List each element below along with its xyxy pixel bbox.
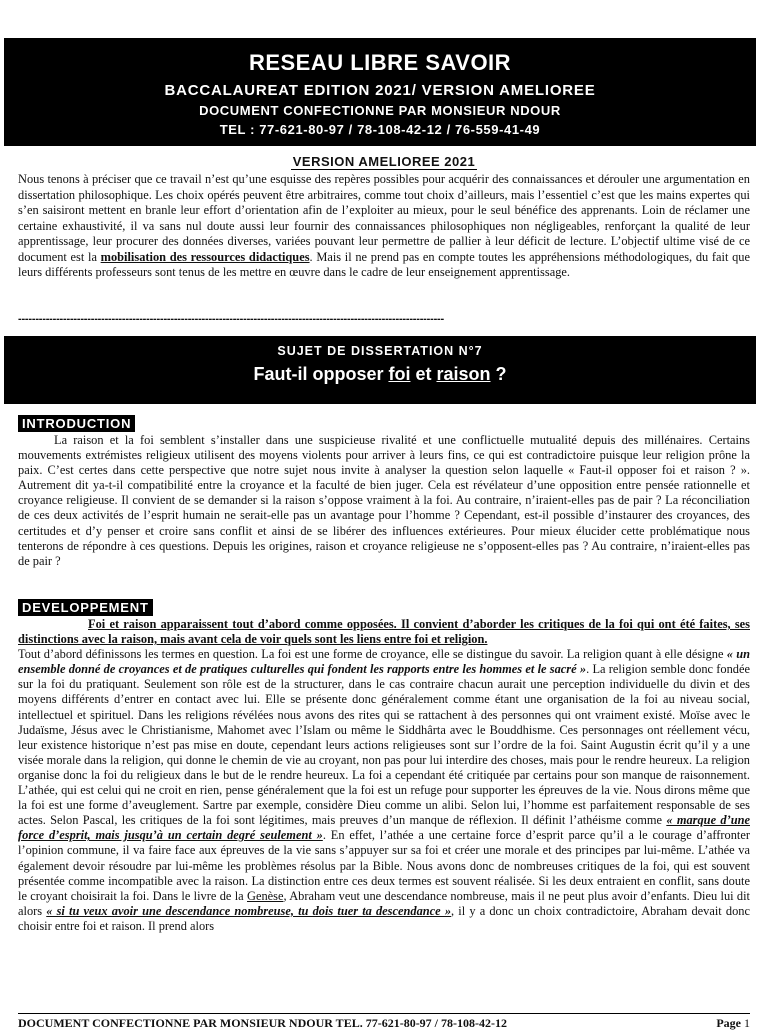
header-author: DOCUMENT CONFECTIONNE PAR MONSIEUR NDOUR — [199, 103, 561, 118]
header-phone: TEL : 77-621-80-97 / 78-108-42-12 / 76-559-41-49 — [219, 122, 541, 137]
footer-page: Page 1 — [716, 1016, 750, 1030]
page-number: 1 — [744, 1016, 750, 1030]
introduction-heading: INTRODUCTION — [18, 415, 135, 432]
separator-line: --------------------------------------------------------------------------------------------------------------------------- — [18, 313, 444, 325]
developpement-heading: DEVELOPPEMENT — [18, 599, 153, 616]
footer-rule — [18, 1013, 750, 1014]
quote-pascal: « marque d’une force d’esprit, mais jusqu’à un certain degré seulement » — [18, 813, 750, 843]
quote-abraham: « si tu veux avoir une descendance nombreuse, tu dois tuer ta descendance » — [46, 903, 452, 918]
developpement-lead: Foi et raison apparaissent tout d’abord comme opposées. Il convient d’aborder les critiques de la foi qui ont été faites, ses distinctions avec la raison, mais avant cela de voir quels sont les liens entre foi et religion. — [18, 617, 750, 647]
version-heading: VERSION AMELIOREE 2021 — [292, 154, 476, 169]
subject-banner — [4, 336, 756, 404]
introduction-paragraph: La raison et la foi semblent s’installer dans une suspicieuse rivalité et une conflictuelle mutualité depuis des millénaires. Certains mouvements extrémistes religieux utilisent des moyens violents pour arriver à leurs fins, ce qui est contradictoire puisque leur religion prône la paix. C’est certes dans cette perspective que notre sujet nous invite à analyser la question selon laquelle « Faut-il opposer foi et raison ? ». Autrement dit ya-t-il compatibilité entre la croyance et la faculté de bien juger. Cela est révélateur d’une opposition entre pensée rationnelle et croyance religieuse. Il convient de se demander si la raison s’oppose vraiment à la foi. Au contraire, n’iraient-elles pas de pair ? La réconciliation de ces deux activités de l’esprit humain ne serait-elle pas un avantage pour l’homme ? Cependant, est-il possible d’instaurer des croyances, des certitudes et d’y penser et croire sans conflit et ainsi de se libérer des influences extérieures. Pour mieux élucider cette problématique nous tenterons de répondre à ces questions. Depuis les origines, raison et croyance religieuse ne s’opposent-elles pas ? Au contraire, n’iraient-elles pas de pair ? — [18, 433, 750, 568]
header-title: RESEAU LIBRE SAVOIR — [248, 50, 512, 75]
genese-reference: Genèse — [247, 888, 284, 903]
subject-label: SUJET DE DISSERTATION N°7 — [277, 344, 483, 358]
developpement-paragraph: Foi et raison apparaissent tout d’abord comme opposées. Il convient d’aborder les critiques de la foi qui ont été faites, ses distinctions avec la raison, mais avant cela de voir quels sont les liens entre foi et religion. Tout d’abord définissons les termes en question. La foi est une forme de croyance, elle se distingue du savoir. La religion quant à elle désigne « un ensemble donné de croyances et de pratiques culturelles qui fondent les rapports entre les hommes et le sacré ». La religion semble donc fondée sur la foi du pratiquant. Seulement son rôle est de la structurer, dans le cas contraire chacun aurait une perception individuelle du divin et des moyens différents d’entrer en contact avec lui. Elle se présente donc généralement comme étant une organisation de la foi au niveau social, intellectuel et spirituel. Dans les religions révélées nous avons des rites qui se rattachent à des personnes qui ont vraiment existé. Moïse avec le Judaïsme, Jésus avec le Christianisme, Mahomet avec l’Islam ou même le Siddhârta avec le Bouddhisme. Ces personnages ont réellement vécu, leur existence historique n’est pas mise en doute, cependant leurs actions religieuses sont sur l’ordre de la foi. Saint Augustin écrit qu’il y a une visée morale dans la religion, qui donne le chemin de vie au croyant, non pas pour lui interdire des choses, mais pour le rendre heureux. La religion organise donc la foi du religieux dans le but de le rendre heureux. La foi a cependant été critiquée par certains pour son manque de raisonnement. L’athée, qui est celui qui ne croit en rien, pense généralement que la foi est un refuge pour supporter les épreuves de la vie. Nous dirons même que la foi est une forme d’aveuglement. Sartre par exemple, considère Dieu comme un alibi. Selon lui, l’homme est parfaitement responsable de ses actes. Selon Pascal, les critiques de la foi sont légitimes, mais preuves d’un manque de réflexion. Il définit l’athéisme comme « marque d’une force d’esprit, mais jusqu’à un certain degré seulement ». En effet, l’athée a une certaine force d’esprit parce qu’il a le courage d’affronter l’opinion commune, il va faire face aux épreuves de la vie sans s’appuyer sur sa foi et créer une morale et des principes par lui-même. L’athée va également devoir résoudre par lui-même les problèmes résolus par la Bible. Nous avons donc de nombreuses critiques de la foi, qui est souvent présentée comme incompatible avec la raison. La distinction entre ces deux termes est souvent réalisée. Si les deux entraient en conflit, sans doute le croyant choisirait la foi. Dans le livre de la Genèse, Abraham veut une descendance nombreuse, mais il ne peut plus avoir d’enfants. Dieu lui dit alors « si tu veux avoir une descendance nombreuse, tu dois tuer ta descendance », il y a donc un choix contradictoire, Abraham devait donc choisir entre foi et raison. Il prend alors — [18, 617, 750, 933]
quote-religion: « un ensemble donné de croyances et de pratiques culturelles qui fondent les rapports entre les hommes et le sacré » — [18, 647, 750, 677]
preface-paragraph: Nous tenons à préciser que ce travail n’est qu’une esquisse des repères possibles pour acquérir des connaissances et dérouler une argumentation en dissertation philosophique. Les choix opérés peuvent être arbitraires, comme tout choix d’ailleurs, mais l’essentiel c’est que les mains expertes qui s’en saisiront mettent en branle leur effort d’orientation afin de l’exploiter au mieux, pour le seul bénéfice des apprenants. Loin de réclamer une certaine exhaustivité, il va sans nul doute aussi leur fournir des connaissances philosophiques non négligeables, renforçant la qualité de leur apprentissage, leur procurer des données diverses, variées pouvant leur permettre de pallier à leur déficit de lecture. L’objectif ultime visé de ce document est la mobilisation des ressources didactiques. Mais il ne prend pas en compte toutes les appréhensions méthodologiques, du fait que leurs différents professeurs sont tenus de les mettre en œuvre dans le cadre de leur enseignement apprentissage. — [18, 172, 751, 279]
header-banner — [4, 38, 756, 146]
preface-highlight: mobilisation des ressources didactiques — [100, 249, 310, 264]
subject-question: Faut-il opposer foi et raison ? — [253, 364, 507, 384]
header-subtitle: BACCALAUREAT EDITION 2021/ VERSION AMELIOREE — [164, 82, 596, 99]
footer-text: DOCUMENT CONFECTIONNE PAR MONSIEUR NDOUR TEL. 77-621-80-97 / 78-108-42-12 — [18, 1016, 508, 1030]
